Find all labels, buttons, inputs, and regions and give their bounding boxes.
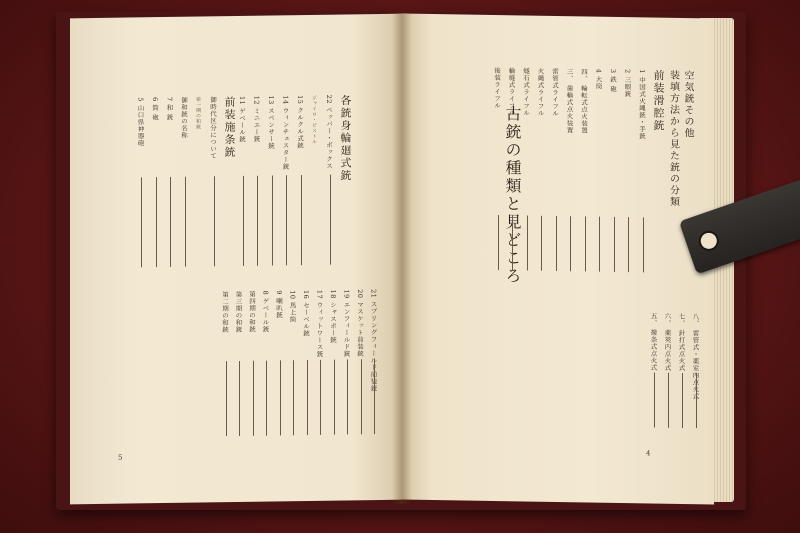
toc-leader-line — [243, 176, 244, 266]
toc-leader-line — [320, 360, 321, 435]
toc-entry: 第四期の和銃 — [248, 290, 256, 333]
toc-leader-line — [280, 360, 281, 435]
toc-entry: 9 喇叭銃 — [275, 290, 283, 319]
toc-leader-line — [257, 176, 258, 266]
toc-leader-line — [614, 217, 615, 272]
toc-leader-line — [527, 216, 528, 271]
toc-entry: 13 スペンサー銃 — [267, 95, 275, 150]
toc-leader-line — [334, 360, 335, 435]
right-page — [402, 14, 714, 505]
toc-leader-line — [253, 361, 254, 436]
toc-leader-line — [361, 359, 362, 434]
book-gutter — [392, 14, 412, 504]
toc-entry: ジャイロ・ピストル — [311, 94, 317, 145]
toc-leader-line — [599, 217, 600, 272]
toc-leader-line — [556, 216, 557, 271]
toc-entry: 5 山口県神器砲 — [136, 97, 145, 147]
toc-entry: 八、 雷管式・薬室内点火式 — [691, 313, 700, 400]
toc-entry: 五、 撥条式点火式 — [649, 312, 658, 372]
toc-leader-line — [498, 215, 499, 270]
toc-entry: 装填方法から見た銃の分類 — [667, 69, 679, 208]
toc-leader-line — [643, 217, 644, 272]
toc-leader-line — [266, 361, 267, 436]
toc-entry: 御時代区分について — [209, 96, 217, 160]
toc-leader-line — [570, 216, 571, 271]
toc-entry: 10 馬上筒 — [288, 290, 297, 324]
toc-entry: 21 スプリングフィールド前装銃 — [369, 289, 378, 392]
toc-leader-line — [272, 175, 273, 265]
toc-entry: 19 エンフィールド銃 — [342, 289, 351, 358]
toc-leader-line — [226, 361, 227, 436]
toc-leader-line — [682, 373, 683, 428]
toc-entry: 12 ミニエー銃 — [252, 95, 261, 143]
toc-entry: 前装滑腔銃 — [652, 69, 665, 133]
toc-leader-line — [628, 217, 629, 272]
toc-entry: 燧石式ライフル — [522, 67, 530, 117]
toc-entry: 14 ウィンチェスター銃 — [281, 95, 290, 171]
toc-entry: 六、 薬莢内点火式 — [663, 312, 672, 372]
toc-entry: 7 和 銃 — [165, 96, 174, 121]
toc-entry: 1 中国式火縄銃・手銃 — [638, 69, 646, 140]
toc-leader-line — [239, 361, 240, 436]
toc-entry: 18 シャスポー銃 — [329, 289, 337, 344]
toc-leader-line — [307, 360, 308, 435]
toc-entry: 8 ゲベール銃 — [261, 290, 270, 333]
toc-leader-line — [156, 177, 157, 267]
toc-leader-line — [374, 359, 375, 434]
chapter-title: 古銃の種類と見どころ — [503, 105, 522, 286]
toc-leader-line — [512, 215, 513, 270]
left-page — [70, 14, 402, 505]
toc-entry: 11 ゲベール銃 — [238, 95, 246, 143]
toc-leader-line — [185, 177, 186, 267]
toc-entry: 6 筒 砲 — [151, 97, 159, 121]
toc-leader-line — [541, 216, 542, 271]
toc-entry: 御和銃の名称 — [180, 96, 188, 139]
toc-entry: 前装施条銃 — [223, 96, 236, 159]
toc-entry: 空気銃その他 — [682, 69, 693, 140]
toc-leader-line — [668, 373, 669, 428]
toc-entry: 2 三眼銃 — [623, 69, 632, 98]
toc-entry: 各銃身輪廻式銃 — [339, 94, 352, 183]
toc-entry: 17 ウィットワース銃 — [315, 289, 324, 358]
strap-hole-icon — [696, 228, 721, 253]
toc-entry: 第二期の和銃 — [221, 291, 229, 334]
toc-entry: 後装ライフル — [493, 66, 501, 110]
toc-entry: 火縄式ライフル — [536, 67, 545, 117]
toc-leader-line — [170, 177, 171, 267]
toc-entry: 22 ペッパー・ボックス — [325, 94, 333, 170]
toc-entry: 七、 針打式点火式 — [677, 312, 686, 372]
toc-leader-line — [347, 359, 348, 434]
toc-entry: 輪燧式ライフル — [507, 67, 516, 117]
left-page-folio: 5 — [118, 453, 123, 462]
toc-entry: 雷管式ライフル — [551, 67, 559, 118]
toc-entry: 第三期の和銃 — [234, 290, 243, 334]
toc-entry: 4 大筒 — [594, 68, 603, 90]
toc-entry: 3 鉄 砲 — [609, 68, 617, 93]
toc-leader-line — [293, 360, 294, 435]
toc-leader-line — [301, 175, 302, 265]
toc-entry: 四、 輪転式点火装置 — [580, 68, 588, 135]
toc-leader-line — [654, 373, 655, 428]
toc-leader-line — [141, 177, 142, 267]
toc-entry: 三、 歯輪式点火装置 — [565, 68, 574, 134]
toc-leader-line — [330, 175, 331, 265]
toc-leader-line — [286, 175, 287, 265]
toc-leader-line — [214, 176, 215, 266]
right-page-folio: 4 — [646, 449, 651, 458]
toc-entry: 20 マスケット前装銃 — [356, 289, 364, 358]
toc-leader-line — [585, 216, 586, 271]
toc-entry: 15 クルクル式銃 — [296, 95, 304, 150]
toc-entry: 第一期の和銃 — [195, 96, 201, 130]
toc-entry: 16 セーベル銃 — [302, 289, 310, 337]
toc-leader-line — [696, 373, 697, 428]
